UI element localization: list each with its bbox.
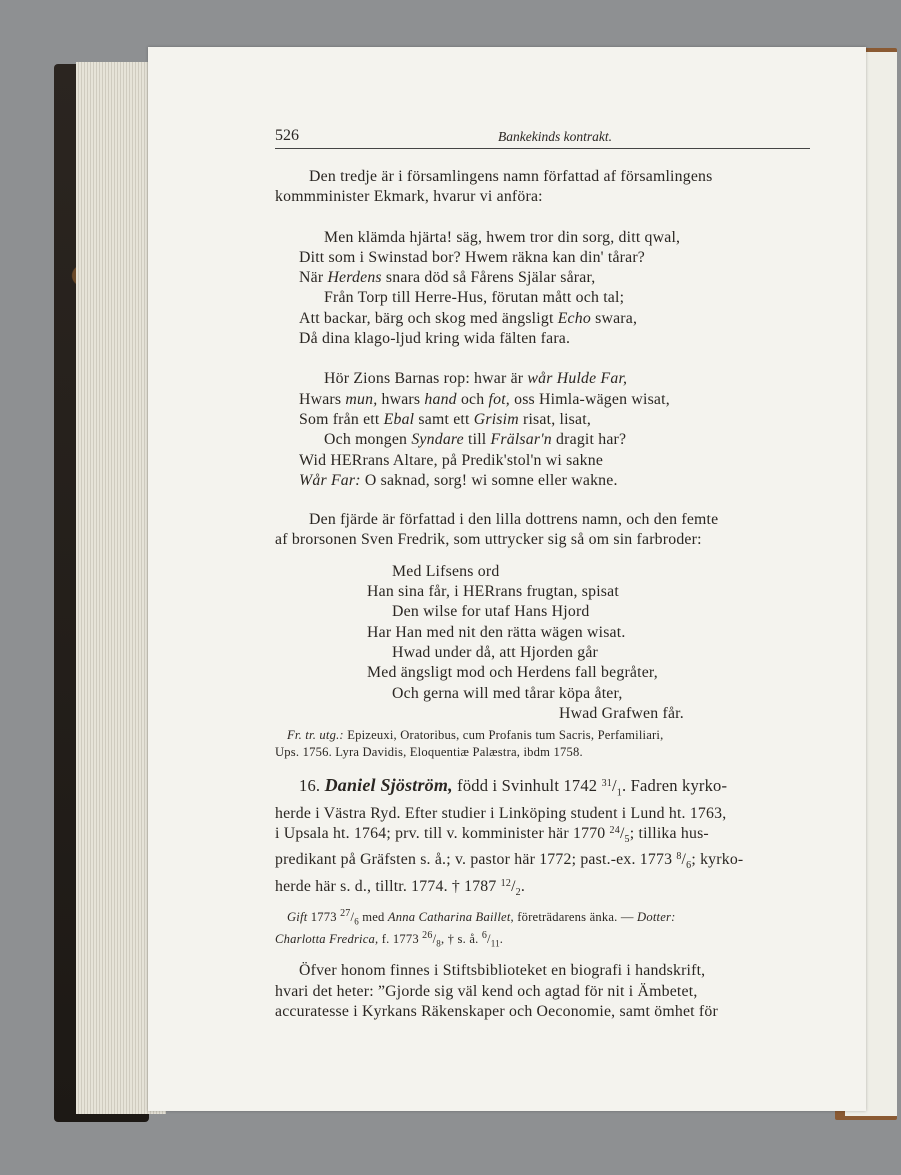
poem-line: Och gerna will med tårar köpa åter, [392,684,623,702]
biography-entry [275,775,810,903]
poem-line: Den wilse for utaf Hans Hjord [392,603,590,621]
entry-number: 16. [299,776,321,796]
poem-line: Med Lifsens ord [392,562,500,580]
poem-line: Hör Zions Barnas rop: hwar är wår Hulde Far, [324,370,628,388]
final-paragraph [275,961,810,1022]
intro-line: Den fjärde är författad i den lilla dottrens namn, och den femte [309,511,719,529]
entry-line: 16. Daniel Sjöström, född i Svinhult 1742 $^{31}/_1$. Fadren kyrko- [299,775,728,799]
poem-line: Har Han med nit den rätta wägen wisat. [367,623,626,641]
poem-stanza-1 [275,228,810,350]
paragraph-line: hvari det heter: ”Gjorde sig väl kend och agtad för nit i Ämbetet, [275,982,698,1000]
poem-line: Ditt som i Swinstad bor? Hwem räkna kan din' tårar? [299,248,646,266]
note-line: Charlotta Fredrica, f. 1773 $^{26}/_8$, † s. å. $^6/_{11}$. [275,929,504,949]
note-family [275,909,810,952]
note-line: Gift 1773 $^{27}/_6$ med Anna Catharina Baillet, företrädarens änka. — Dotter: [287,908,676,927]
poem-line: Hwad under då, att Hjorden går [392,643,599,661]
entry-name: Daniel Sjöström, [324,775,453,796]
intro-line: kommminister Ekmark, hvarur vi anföra: [275,188,543,206]
poem-line: Då dina klago-ljud kring wida fälten fara. [299,330,571,348]
note-works [275,727,810,761]
poem-line: Men klämda hjärta! säg, hwem tror din sorg, ditt qwal, [324,228,681,246]
poem-line: Som från ett Ebal samt ett Grisim risat, lisat, [299,410,591,428]
intro-line: af brorsonen Sven Fredrik, som uttrycker sig så om sin farbroder: [275,531,702,549]
note-line: Fr. tr. utg.: Epizeuxi, Oratoribus, cum Profanis tum Sacris, Perfamiliari, [287,728,664,743]
entry-line: herde i Västra Ryd. Efter studier i Linköping student i Lund ht. 1763, [275,804,727,822]
running-header [275,127,810,149]
poem-line: Hwad Grafwen får. [559,704,684,722]
paragraph-line: accuratesse i Kyrkans Räkenskaper och Oeconomie, samt ömhet för [275,1003,718,1020]
book-page [148,47,866,1111]
poem-stanza-3 [275,562,810,724]
paragraph-line: Öfver honom finnes i Stiftsbiblioteket en biografi i handskrift, [299,962,706,980]
poem-line: När Herdens snara död så Fårens Själar sårar, [299,269,596,287]
poem-line: Han sina får, i HERrans frugtan, spisat [367,583,619,601]
poem-line: Wid HERrans Altare, på Predik'stol'n wi sakne [299,451,604,469]
running-title: Bankekinds kontrakt. [498,129,612,144]
entry-line: herde här s. d., tilltr. 1774. † 1787 $^{12}/_2$. [275,877,526,899]
entry-line: predikant på Gräfsten s. å.; v. pastor här 1772; past.-ex. 1773 $^8/_6$; kyrko- [275,851,744,872]
poem-line: Från Torp till Herre-Hus, förutan mått och tal; [324,289,625,307]
poem-line: Att backar, bärg och skog med ängsligt Echo swara, [299,309,638,327]
poem-line: Med ängsligt mod och Herdens fall begråter, [367,664,658,682]
poem-line: Hwars mun, hwars hand och fot, oss Himla-wägen wisat, [299,390,670,408]
poem-line: Wår Far: O saknad, sorg! wi somne eller wakne. [299,471,618,489]
entry-line: i Upsala ht. 1764; prv. till v. komminister här 1770 $^{24}/_5$; tillika hus- [275,825,709,846]
poem-line: Och mongen Syndare till Frälsar'n dragit har? [324,431,627,449]
intro-line: Den tredje är i församlingens namn författad af församlingens [309,168,713,185]
page-number: 526 [275,127,299,144]
poem-stanza-2 [275,369,810,491]
note-line: Ups. 1756. Lyra Davidis, Eloquentiæ Palæstra, ibdm 1758. [275,745,583,760]
page-text-block [275,127,810,1022]
